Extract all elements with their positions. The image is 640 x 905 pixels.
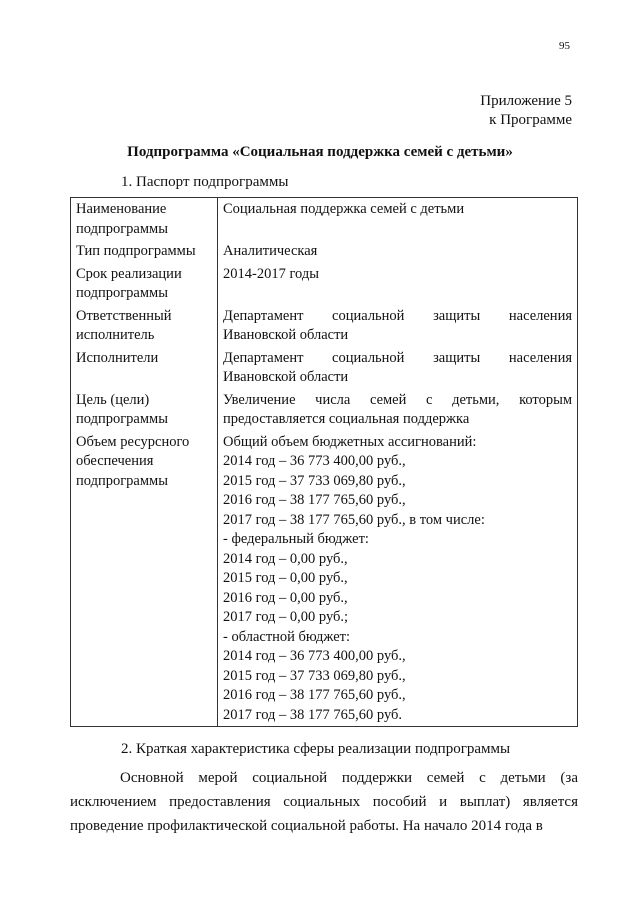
table-row bbox=[71, 263, 578, 305]
value-line: Департамент социальной защиты населения bbox=[223, 349, 572, 366]
row-label: Срок реализации подпрограммы bbox=[71, 263, 218, 305]
row-value bbox=[218, 305, 578, 347]
row-value bbox=[218, 431, 578, 727]
value-line: 2016 год – 38 177 765,60 руб., bbox=[223, 687, 406, 703]
subprogram-title: Подпрограмма «Социальная поддержка семей с детьми» bbox=[127, 144, 513, 160]
row-label: Цель (цели) подпрограммы bbox=[71, 389, 218, 431]
row-value bbox=[218, 347, 578, 389]
value-line: 2015 год – 37 733 069,80 руб., bbox=[223, 667, 406, 684]
value-line: 2015 год – 37 733 069,80 руб., bbox=[223, 472, 406, 489]
section-2-heading: 2. Краткая характеристика сферы реализации подпрограммы bbox=[121, 741, 511, 757]
value-line: 2016 год – 38 177 765,60 руб., bbox=[223, 492, 406, 508]
value-line: Ивановской области bbox=[223, 369, 349, 385]
row-label: Объем ресурсного обеспечения подпрограммы bbox=[71, 431, 218, 727]
value-line: Ивановской области bbox=[223, 327, 349, 343]
value-line: 2017 год – 0,00 руб.; bbox=[223, 609, 349, 625]
value-line: 2014 год – 0,00 руб., bbox=[223, 550, 348, 567]
value-line: - областной бюджет: bbox=[223, 628, 351, 645]
table-row bbox=[71, 431, 578, 727]
section-1-heading: 1. Паспорт подпрограммы bbox=[121, 174, 289, 190]
body-paragraph: Основной мерой социальной поддержки семей с детьми (за исключением предоставления социальных пособий и выплат) является проведение профилактической социальной работы. На начало 2014 года в bbox=[70, 770, 578, 834]
value-line: 2017 год – 38 177 765,60 руб. bbox=[223, 706, 403, 723]
row-label: Исполнители bbox=[71, 347, 218, 389]
row-label: Наименование подпрограммы bbox=[71, 198, 218, 241]
value-line: предоставляется социальная поддержка bbox=[223, 411, 470, 427]
value-line: 2016 год – 0,00 руб., bbox=[223, 589, 348, 606]
table-row bbox=[71, 240, 578, 263]
value-line: Департамент социальной защиты населения bbox=[223, 307, 572, 324]
table-row bbox=[71, 305, 578, 347]
value-line: 2014 год – 36 773 400,00 руб., bbox=[223, 453, 406, 469]
appendix-line-2: к Программе bbox=[489, 112, 572, 128]
passport-table bbox=[70, 197, 578, 727]
value-line: 2014 год – 36 773 400,00 руб., bbox=[223, 648, 406, 664]
row-value: 2014-2017 годы bbox=[223, 265, 319, 282]
appendix-note bbox=[480, 92, 572, 130]
value-line: - федеральный бюджет: bbox=[223, 531, 369, 547]
value-line: 2015 год – 0,00 руб., bbox=[223, 570, 348, 586]
row-label: Ответственный исполнитель bbox=[71, 305, 218, 347]
table-row bbox=[71, 347, 578, 389]
value-line: 2017 год – 38 177 765,60 руб., в том числе: bbox=[223, 511, 485, 528]
row-value: Аналитическая bbox=[223, 243, 318, 259]
table-row bbox=[71, 198, 578, 241]
row-label: Тип подпрограммы bbox=[71, 240, 218, 263]
table-row bbox=[71, 389, 578, 431]
appendix-line-1: Приложение 5 bbox=[480, 93, 572, 109]
value-line: Общий объем бюджетных ассигнований: bbox=[223, 433, 477, 450]
row-value bbox=[218, 389, 578, 431]
value-line: Увеличение числа семей с детьми, которым bbox=[223, 391, 572, 408]
page-number: 95 bbox=[559, 40, 570, 52]
row-value: Социальная поддержка семей с детьми bbox=[223, 201, 465, 217]
